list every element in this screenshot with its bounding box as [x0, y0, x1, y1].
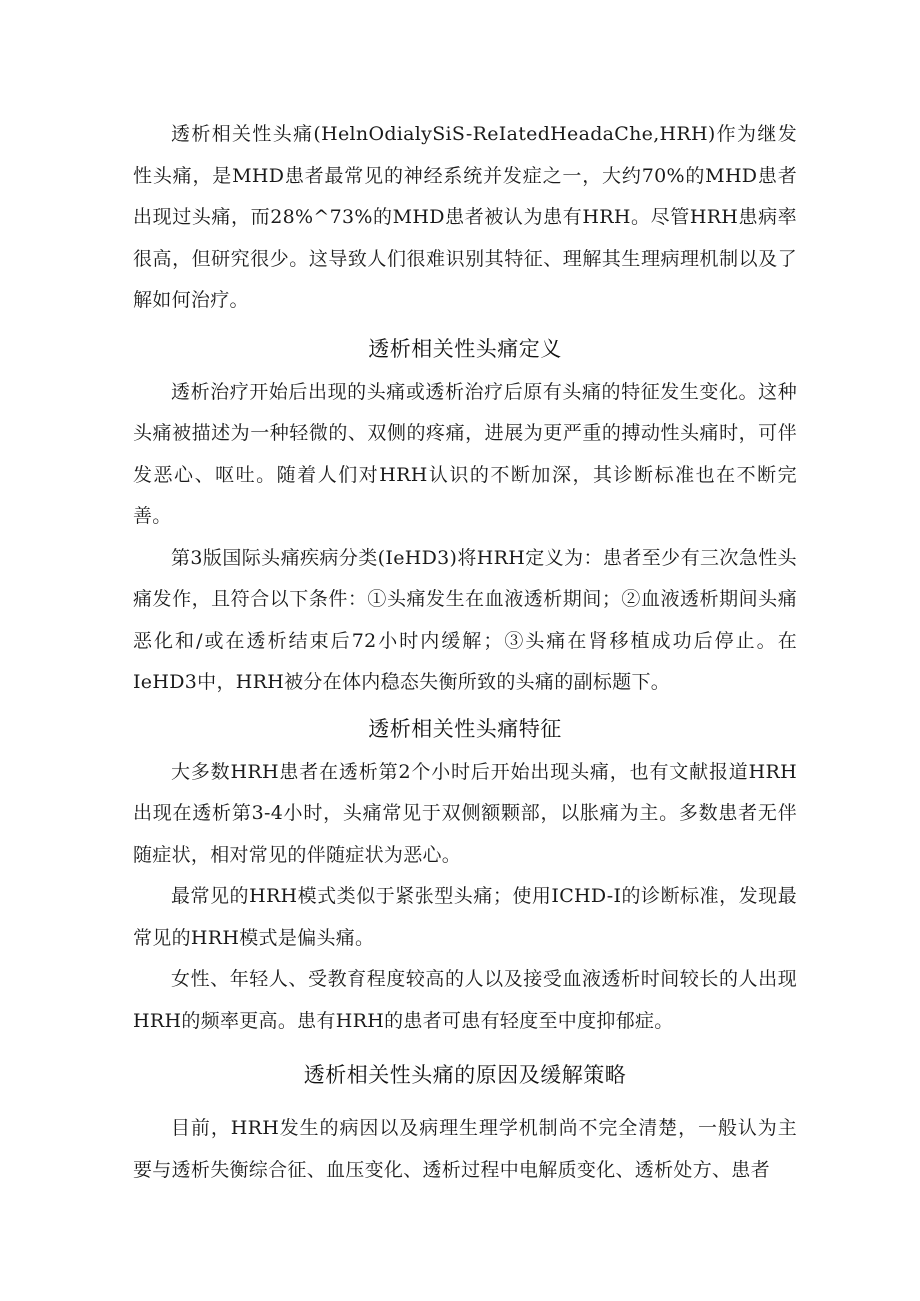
definition-paragraph-1: 透析治疗开始后出现的头痛或透析治疗后原有头痛的特征发生变化。这种头痛被描述为一种轻微的、双侧的疼痛，进展为更严重的搏动性头痛时，可伴发恶心、呕吐。随着人们对HRH认识的不断加深，其诊断标准也在不断完善。	[133, 380, 797, 527]
definition-paragraph-2: 第3版国际头痛疾病分类(IeHD3)将HRH定义为：患者至少有三次急性头痛发作，且符合以下条件：①头痛发生在血液透析期间；②血液透析期间头痛恶化和/或在透析结束后72小时内缓解；③头痛在肾移植成功后停止。在IeHD3中，HRH被分在体内稳态失衡所致的头痛的副标题下。	[133, 546, 797, 693]
characteristics-paragraph-3: 女性、年轻人、受教育程度较高的人以及接受血液透析时间较长的人出现HRH的频率更高。患有HRH的患者可患有轻度至中度抑郁症。	[133, 968, 797, 1032]
characteristics-paragraph-1: 大多数HRH患者在透析第2个小时后开始出现头痛，也有文献报道HRH出现在透析第3-4小时，头痛常见于双侧额颗部，以胀痛为主。多数患者无伴随症状，相对常见的伴随症状为恶心。	[133, 760, 797, 866]
section-heading-causes: 透析相关性头痛的原因及缓解策略	[303, 1063, 627, 1087]
intro-paragraph: 透析相关性头痛(HelnOdialySiS-ReIatedHeadaChe,HRH)作为继发性头痛，是MHD患者最常见的神经系统并发症之一，大约70%的MHD患者出现过头痛，而28%^73%的MHD患者被认为患有HRH。尽管HRH患病率很高，但研究很少。这导致人们很难识别其特征、理解其生理病理机制以及了解如何治疗。	[133, 123, 797, 311]
characteristics-paragraph-2: 最常见的HRH模式类似于紧张型头痛；使用ICHD-I的诊断标准，发现最常见的HRH模式是偏头痛。	[133, 885, 797, 949]
section-heading-definition: 透析相关性头痛定义	[368, 336, 562, 361]
document-body	[133, 114, 797, 1191]
section-heading-characteristics: 透析相关性头痛特征	[368, 716, 562, 741]
causes-paragraph-1: 目前，HRH发生的病因以及病理生理学机制尚不完全清楚，一般认为主要与透析失衡综合征、血压变化、透析过程中电解质变化、透析处方、患者	[133, 1117, 797, 1181]
